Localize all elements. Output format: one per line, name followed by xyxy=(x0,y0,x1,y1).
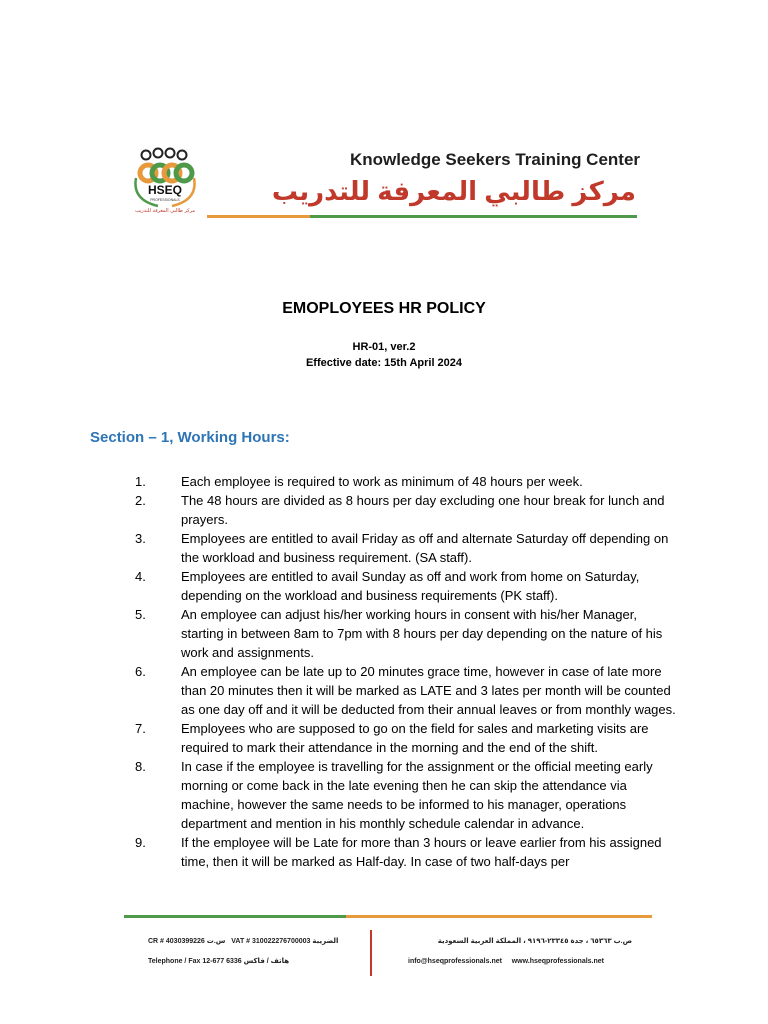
website-link[interactable]: www.hseqprofessionals.net xyxy=(511,958,605,965)
item-text: Employees who are supposed to go on the field for sales and marketing visits are required to mark their attendance in the morning and the end of the shift. xyxy=(181,721,649,755)
list-item xyxy=(90,662,690,719)
company-name-en: Knowledge Seekers Training Center xyxy=(350,150,641,169)
cr-number: CR # 4030399226 xyxy=(148,938,205,945)
company-name-ar: مركز طالبي المعرفة للتدريب xyxy=(271,176,636,206)
footer-rule xyxy=(124,915,652,918)
item-number: 7. xyxy=(135,721,146,736)
item-text: Employees are entitled to avail Sunday as off and work from home on Saturday, depending on the workload and business requirements (PK staff). xyxy=(181,569,640,603)
logo-sub: PROFESSIONALS xyxy=(150,198,180,202)
item-text: Employees are entitled to avail Friday as off and alternate Saturday off depending on the workload and business requirement. (SA staff). xyxy=(181,531,669,565)
phone-number: Telephone / Fax 12-677 6336 xyxy=(148,958,242,965)
footer-divider xyxy=(370,930,372,976)
email-link[interactable]: info@hseqprofessionals.net xyxy=(408,958,502,965)
item-number: 8. xyxy=(135,759,146,774)
list-item xyxy=(90,567,690,605)
list-item xyxy=(90,529,690,567)
document-code: HR-01, ver.2 xyxy=(352,341,416,353)
item-number: 4. xyxy=(135,569,146,584)
item-number: 1. xyxy=(135,474,146,489)
item-text: An employee can adjust his/her working hours in consent with his/her Manager, starting in between 8am to 7pm with 8 hours per day depending on the nature of his work and assignments. xyxy=(181,607,663,660)
effective-date: Effective date: 15th April 2024 xyxy=(305,357,463,369)
address-ar: ص.ب ٦٥٣٦٣ ، جدة ٢٣٣٤٥-٩١٩٦ ، المملكة العربية السعودية xyxy=(437,938,632,945)
section-heading: Section – 1, Working Hours: xyxy=(90,429,290,446)
cr-label-ar: س.ت xyxy=(206,938,226,945)
list-item xyxy=(90,757,690,833)
vat-label-ar: الضريبة xyxy=(312,938,339,945)
item-number: 9. xyxy=(135,835,146,850)
phone-label-ar: هاتف / فاكس xyxy=(243,958,290,965)
item-number: 5. xyxy=(135,607,146,622)
item-number: 3. xyxy=(135,531,146,546)
header-rule xyxy=(207,215,637,218)
footer-contact xyxy=(382,932,632,972)
footer-registration xyxy=(148,932,358,972)
vat-number: VAT # 310022276700003 xyxy=(231,938,311,945)
list-item xyxy=(90,491,690,529)
list-item xyxy=(90,719,690,757)
item-number: 2. xyxy=(135,493,146,508)
logo-mark: HSEQ xyxy=(147,183,183,197)
item-number: 6. xyxy=(135,664,146,679)
logo-tagline: مركز طالبي المعرفة للتدريب xyxy=(134,208,196,214)
item-text: Each employee is required to work as minimum of 48 hours per week. xyxy=(181,474,583,489)
item-text: The 48 hours are divided as 8 hours per day excluding one hour break for lunch and prayers. xyxy=(181,493,665,527)
list-item xyxy=(90,833,690,871)
list-item xyxy=(90,472,690,491)
item-text: If the employee will be Late for more than 3 hours or leave earlier from his assigned time, then it will be marked as Half-day. In case of two half-days per xyxy=(181,835,662,869)
item-text: An employee can be late up to 20 minutes grace time, however in case of late more than 20 minutes then it will be marked as LATE and 3 lates per month will be counted as one day off and it will be deducted from their annual leaves or from monthly wages. xyxy=(181,664,676,717)
document-title: EMOPLOYEES HR POLICY xyxy=(282,300,486,317)
item-text: In case if the employee is travelling for the assignment or the official meeting early morning or come back in the late evening then he can skip the attendance via machine, however the same needs to be informed to his manager, operations department and mention in his monthly schedule calendar in advance. xyxy=(181,759,653,831)
list-item xyxy=(90,605,690,662)
company-logo xyxy=(128,146,202,216)
policy-list xyxy=(90,472,690,871)
